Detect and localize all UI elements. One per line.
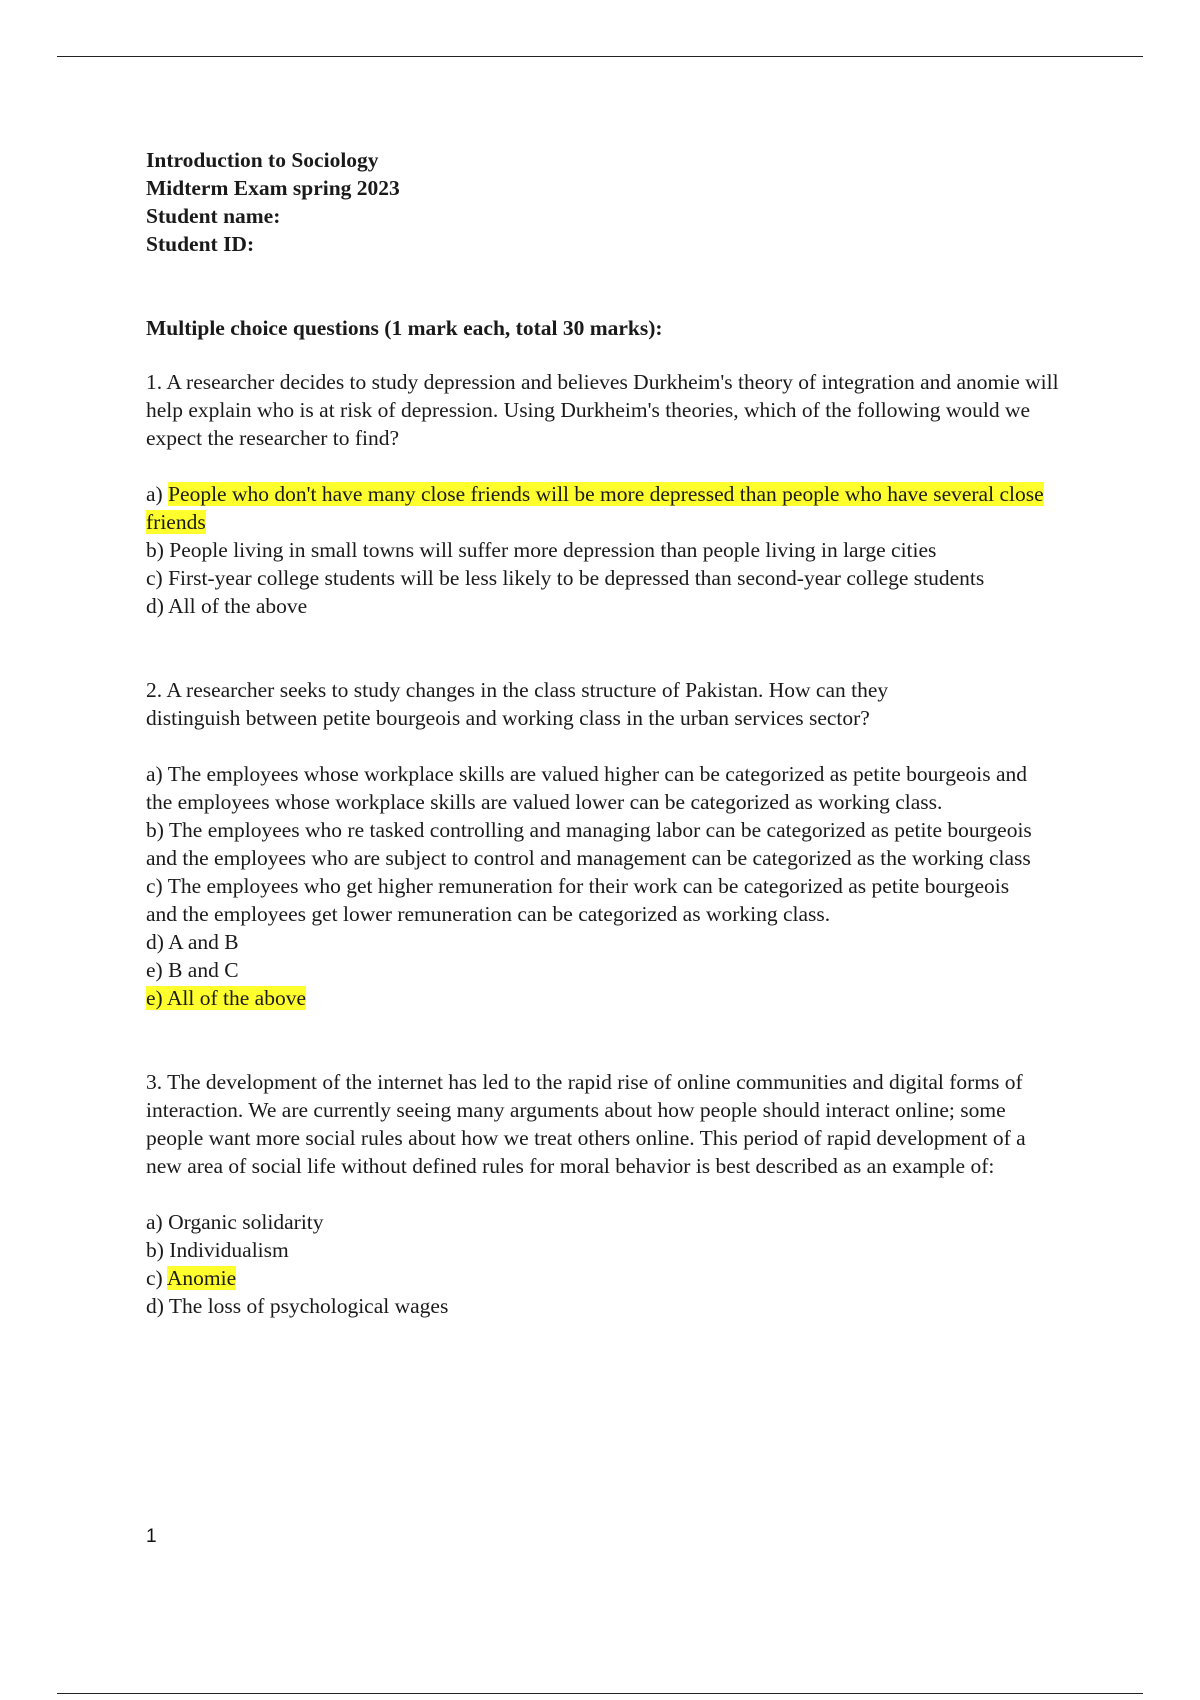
answer-options xyxy=(146,760,1106,1012)
option-prefix: c) xyxy=(146,1266,167,1290)
answer-option xyxy=(146,1292,1106,1320)
highlighted-answer: Anomie xyxy=(166,1266,237,1290)
course-title: Introduction to Sociology xyxy=(146,148,379,172)
option-text: All of the above xyxy=(168,594,308,618)
question-stem: 1. A researcher decides to study depression and believes Durkheim's theory of integration and anomie will help explain who is at risk of depression. Using Durkheim's theories, which of the following would we expect the researcher to find? xyxy=(146,370,1059,450)
option-prefix: b) xyxy=(146,818,169,842)
option-text: All of the above xyxy=(166,986,307,1010)
question-1 xyxy=(146,368,1106,620)
student-name-label: Student name: xyxy=(146,204,281,228)
option-text: First-year college students will be less likely to be depressed than second-year college students xyxy=(168,566,985,590)
highlighted-answer: People who don't have many close friends will be more depressed than people who have several close friends xyxy=(146,482,1044,534)
option-prefix: d) xyxy=(146,1294,169,1318)
option-prefix: e) xyxy=(146,958,169,982)
option-text: Individualism xyxy=(169,1238,289,1262)
option-prefix: c) xyxy=(146,874,168,898)
option-text: The loss of psychological wages xyxy=(168,1294,449,1318)
option-prefix: b) xyxy=(146,1238,170,1262)
bottom-border-line xyxy=(57,1693,1143,1694)
option-prefix: b) xyxy=(146,538,170,562)
exam-page-content xyxy=(146,146,1106,1320)
question-2 xyxy=(146,676,1106,1012)
answer-option xyxy=(146,1236,1106,1264)
exam-header xyxy=(146,146,1106,258)
answer-option xyxy=(146,956,1106,984)
option-prefix: e) xyxy=(146,986,167,1010)
answer-option xyxy=(146,1264,1106,1292)
option-text: People living in small towns will suffer more depression than people living in large cities xyxy=(169,538,937,562)
answer-option xyxy=(146,928,1106,956)
option-text: B and C xyxy=(168,958,239,982)
option-text: A and B xyxy=(168,930,239,954)
top-border-line xyxy=(57,56,1143,57)
answer-option xyxy=(146,592,1106,620)
section-title: Multiple choice questions (1 mark each, total 30 marks): xyxy=(146,316,663,340)
answer-option xyxy=(146,536,1106,564)
option-prefix: c) xyxy=(146,566,169,590)
page-number: 1 xyxy=(146,1526,157,1547)
answer-option xyxy=(146,816,1041,872)
option-text: The employees whose workplace skills are valued higher can be categorized as petite bourgeois and the employees whose workplace skills are valued lower can be categorized as working class. xyxy=(146,762,1027,814)
answer-option xyxy=(146,984,1106,1012)
option-prefix: a) xyxy=(146,762,168,786)
answer-option xyxy=(146,872,1041,928)
option-text: The employees who re tasked controlling and managing labor can be categorized as petite bourgeois and the employees who are subject to control and management can be categorized as the working class xyxy=(146,818,1032,870)
answer-option xyxy=(146,564,1106,592)
answer-options xyxy=(146,480,1106,620)
option-prefix: d) xyxy=(146,594,169,618)
answer-options xyxy=(146,1208,1106,1320)
option-text: Organic solidarity xyxy=(168,1210,324,1234)
option-prefix: a) xyxy=(146,1210,169,1234)
option-text: The employees who get higher remuneration for their work can be categorized as petite bourgeois and the employees get lower remuneration can be categorized as working class. xyxy=(146,874,1010,926)
highlighted-answer xyxy=(146,986,306,1010)
answer-option xyxy=(146,1208,1106,1236)
answer-option xyxy=(146,480,1046,536)
exam-title: Midterm Exam spring 2023 xyxy=(146,176,400,200)
question-stem: 3. The development of the internet has led to the rapid rise of online communities and digital forms of interaction. We are currently seeing many arguments about how people should interact online; some people want more social rules about how we treat others online. This period of rapid development of a new area of social life without defined rules for moral behavior is best described as an example of: xyxy=(146,1070,1026,1178)
option-prefix: d) xyxy=(146,930,169,954)
question-stem: 2. A researcher seeks to study changes in the class structure of Pakistan. How can they distinguish between petite bourgeois and working class in the urban services sector? xyxy=(146,678,889,730)
question-3 xyxy=(146,1068,1106,1320)
option-prefix: a) xyxy=(146,482,169,506)
student-id-label: Student ID: xyxy=(146,232,255,256)
answer-option xyxy=(146,760,1041,816)
